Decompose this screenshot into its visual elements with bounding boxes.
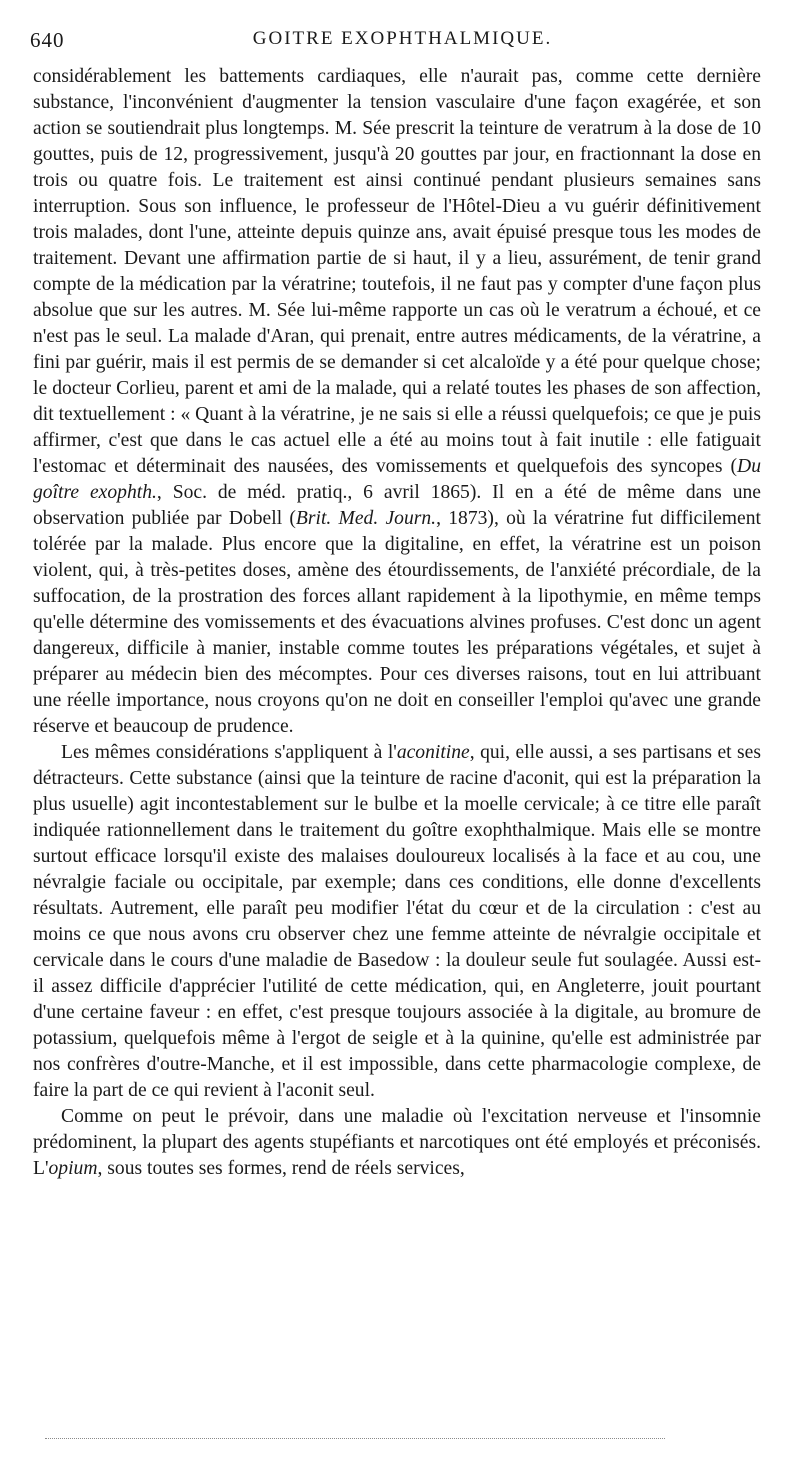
text-run: , Soc. de méd. pratiq., 6 avril 1865). Il en a été de même dans une observation publiée par Dobell ( xyxy=(33,482,761,529)
italic-text: opium xyxy=(48,1158,98,1179)
paragraph xyxy=(33,64,761,740)
running-title: GOITRE EXOPHTHALMIQUE. xyxy=(252,28,553,49)
italic-text: aconitine xyxy=(396,742,470,763)
page-number: 640 xyxy=(30,28,65,52)
italic-text: Brit. Med. Journ. xyxy=(295,508,437,529)
text-run: , 1873), où la vératrine fut difficilement tolérée par la malade. Plus encore que la digitaline, en effet, la vératrine est un poison violent, qui, à très-petites doses, amène des étourdissements, de l'anxiété précordiale, de la suffocation, de la prostration des forces allant rapidement à la lipothymie, en même temps qu'elle détermine des vomissements et des évacuations alvines profuses. C'est donc un agent dangereux, difficile à manier, instable comme toutes les préparations végétales, et sujet à préparer au médecin bien des mécomptes. Pour ces diverses raisons, tout en lui attribuant une réelle importance, nous croyons qu'on ne doit en conseiller l'emploi qu'avec une grande réserve et beaucoup de prudence. xyxy=(33,508,761,737)
text-run: , sous toutes ses formes, rend de réels services, xyxy=(97,1158,465,1179)
paragraph xyxy=(33,1104,761,1182)
text-run: , qui, elle aussi, a ses partisans et ses détracteurs. Cette substance (ainsi que la teinture de racine d'aconit, qui est la préparation la plus usuelle) agit incontestablement sur le bulbe et la moelle cervicale; à ce titre elle paraît indiquée rationnellement dans le traitement du goître exophthalmique. Mais elle se montre surtout efficace lorsqu'il existe des malaises douloureux localisés à la face et au cou, une névralgie faciale ou occipitale, par exemple; dans ces conditions, elle donne d'excellents résultats. Autrement, elle paraît peu modifier l'état du cœur et de la circulation : c'est au moins ce que nous avons cru observer chez une femme atteinte de névralgie occipitale et cervicale dans le cours d'une maladie de Basedow : la douleur seule fut soulagée. Aussi est-il assez difficile d'apprécier l'utilité de cette médication, qui, en Angleterre, jouit pourtant d'une certaine faveur : en effet, c'est presque toujours associée à la digitale, au bromure de potassium, quelquefois même à l'ergot de seigle et à la quinine, qu'elle est administrée par nos confrères d'outre-Manche, et il est impossible, dans cette pharmacologie complexe, de faire la part de ce qui revient à l'aconit seul. xyxy=(33,742,761,1101)
italic-text: Du goître exophth. xyxy=(33,456,761,503)
text-run: Les mêmes considérations s'appliquent à l' xyxy=(61,742,397,763)
text-run: Comme on peut le prévoir, dans une maladie où l'excitation nerveuse et l'insomnie prédominent, la plupart des agents stupéfiants et narcotiques ont été employés et préconisés. L' xyxy=(33,1106,761,1179)
paragraph xyxy=(33,740,761,1104)
body-text xyxy=(33,64,761,1182)
page-header xyxy=(30,28,775,58)
text-run: considérablement les battements cardiaques, elle n'aurait pas, comme cette dernière substance, l'inconvénient d'augmenter la tension vasculaire d'une façon exagérée, et son action se soutiendrait plus longtemps. M. Sée prescrit la teinture de veratrum à la dose de 10 gouttes, puis de 12, progressivement, jusqu'à 20 gouttes par jour, en fractionnant la dose en trois ou quatre fois. Le traitement est ainsi continué pendant plusieurs semaines sans interruption. Sous son influence, le professeur de l'Hôtel-Dieu a vu guérir définitivement trois malades, dont l'une, atteinte depuis quinze ans, avait épuisé presque tous les modes de traitement. Devant une affirmation partie de si haut, il y a lieu, assurément, de tenir grand compte de la médication par la vératrine; toutefois, il ne faut pas y compter d'une façon plus absolue que sur les autres. M. Sée lui-même rapporte un cas où le veratrum a échoué, et ce n'est pas le seul. La malade d'Aran, qui prenait, entre autres médicaments, de la vératrine, a fini par guérir, mais il est permis de se demander si cet alcaloïde y a été pour quelque chose; le docteur Corlieu, parent et ami de la malade, qui a relaté toutes les phases de son affection, dit textuellement : « Quant à la vératrine, je ne sais si elle a réussi quelquefois; ce que je puis affirmer, c'est que dans le cas actuel elle a été au moins tout à fait inutile : elle fatiguait l'estomac et déterminait des nausées, des vomissements et quelquefois des syncopes ( xyxy=(33,66,762,477)
footer-rule xyxy=(45,1438,665,1439)
